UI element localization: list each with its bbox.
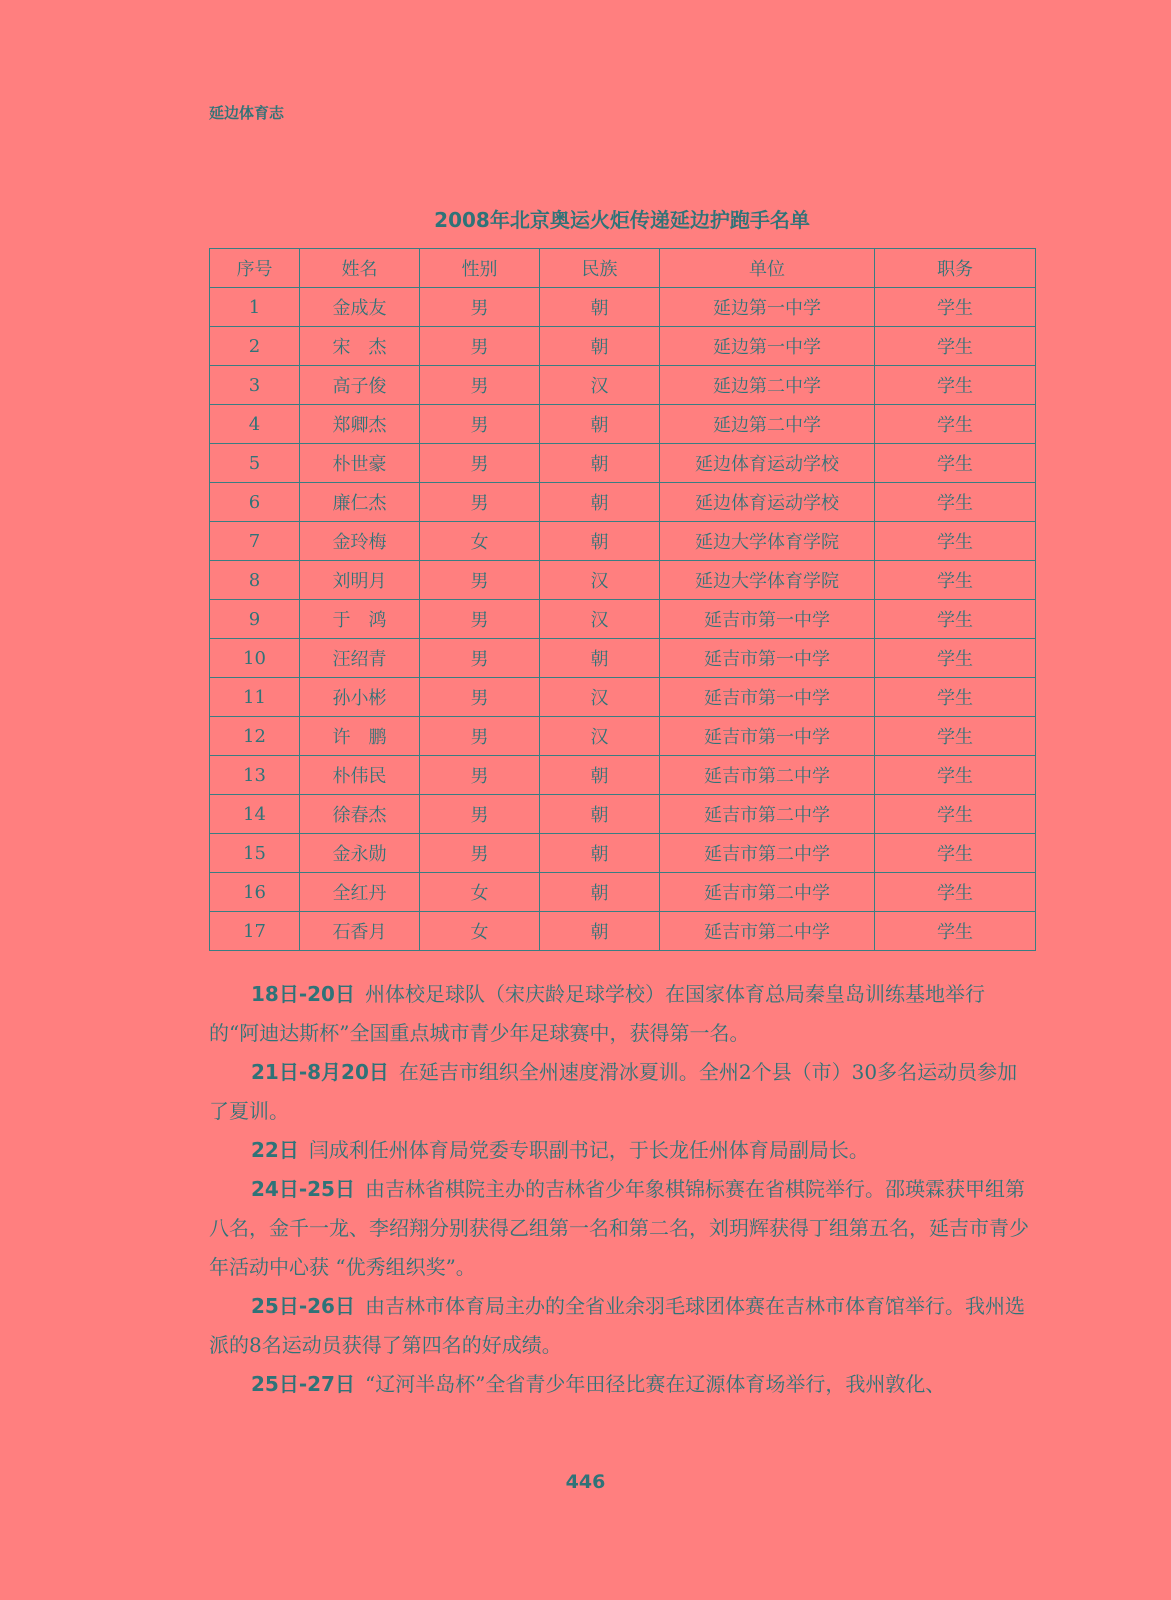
- cell-ethnicity: 汉: [540, 561, 660, 600]
- paragraph-1: [209, 975, 1035, 1053]
- cell-unit: 延吉市第二中学: [660, 834, 875, 873]
- cell-gender: 男: [420, 795, 540, 834]
- cell-role: 学生: [875, 288, 1036, 327]
- running-header: 延边体育志: [209, 104, 285, 122]
- table-row: [210, 522, 1036, 561]
- cell-unit: 延吉市第二中学: [660, 795, 875, 834]
- cell-ethnicity: 朝: [540, 873, 660, 912]
- cell-role: 学生: [875, 483, 1036, 522]
- column-header-gender: 性别: [420, 249, 540, 288]
- table-row: [210, 561, 1036, 600]
- cell-ethnicity: 朝: [540, 444, 660, 483]
- cell-unit: 延边体育运动学校: [660, 483, 875, 522]
- cell-ethnicity: 朝: [540, 288, 660, 327]
- paragraph-date: 18日-20日: [251, 982, 355, 1006]
- cell-number: 9: [210, 600, 300, 639]
- table-row: [210, 483, 1036, 522]
- cell-number: 17: [210, 912, 300, 951]
- cell-ethnicity: 汉: [540, 678, 660, 717]
- cell-unit: 延吉市第二中学: [660, 756, 875, 795]
- cell-ethnicity: 朝: [540, 639, 660, 678]
- paragraph-4: [209, 1170, 1035, 1287]
- paragraph-2: [209, 1053, 1035, 1131]
- cell-number: 4: [210, 405, 300, 444]
- cell-ethnicity: 朝: [540, 522, 660, 561]
- cell-name: 宋 杰: [300, 327, 420, 366]
- cell-gender: 男: [420, 717, 540, 756]
- cell-role: 学生: [875, 327, 1036, 366]
- cell-unit: 延吉市第二中学: [660, 873, 875, 912]
- cell-gender: 男: [420, 483, 540, 522]
- cell-role: 学生: [875, 444, 1036, 483]
- cell-role: 学生: [875, 834, 1036, 873]
- cell-name: 金玲梅: [300, 522, 420, 561]
- cell-name: 徐春杰: [300, 795, 420, 834]
- table-row: [210, 327, 1036, 366]
- cell-unit: 延吉市第一中学: [660, 717, 875, 756]
- cell-role: 学生: [875, 717, 1036, 756]
- cell-role: 学生: [875, 795, 1036, 834]
- table-row: [210, 678, 1036, 717]
- cell-role: 学生: [875, 561, 1036, 600]
- cell-number: 14: [210, 795, 300, 834]
- column-header-number: 序号: [210, 249, 300, 288]
- table-row: [210, 405, 1036, 444]
- table-header-row: [210, 249, 1036, 288]
- paragraph-date: 24日-25日: [251, 1177, 355, 1201]
- cell-gender: 男: [420, 639, 540, 678]
- cell-unit: 延吉市第一中学: [660, 639, 875, 678]
- table-row: [210, 912, 1036, 951]
- page-number: 446: [565, 1471, 606, 1493]
- cell-unit: 延边大学体育学院: [660, 561, 875, 600]
- cell-gender: 男: [420, 834, 540, 873]
- table-row: [210, 717, 1036, 756]
- paragraph-date: 21日-8月20日: [251, 1060, 389, 1084]
- cell-ethnicity: 朝: [540, 834, 660, 873]
- cell-name: 金成友: [300, 288, 420, 327]
- cell-name: 石香月: [300, 912, 420, 951]
- table-row: [210, 795, 1036, 834]
- paragraph-6: [209, 1365, 1035, 1404]
- cell-gender: 男: [420, 405, 540, 444]
- cell-role: 学生: [875, 639, 1036, 678]
- cell-gender: 女: [420, 912, 540, 951]
- table-title: 2008年北京奥运火炬传递延边护跑手名单: [434, 208, 810, 232]
- cell-number: 2: [210, 327, 300, 366]
- cell-role: 学生: [875, 366, 1036, 405]
- paragraph-text: 由吉林市体育局主办的全省业余羽毛球团体赛在吉林市体育馆举行。我州选派的8名运动员获得了第四名的好成绩。: [209, 1294, 1025, 1357]
- cell-name: 郑卿杰: [300, 405, 420, 444]
- cell-unit: 延边第二中学: [660, 405, 875, 444]
- cell-role: 学生: [875, 756, 1036, 795]
- cell-role: 学生: [875, 912, 1036, 951]
- column-header-role: 职务: [875, 249, 1036, 288]
- cell-number: 12: [210, 717, 300, 756]
- cell-name: 朴世豪: [300, 444, 420, 483]
- cell-number: 1: [210, 288, 300, 327]
- cell-number: 3: [210, 366, 300, 405]
- table-row: [210, 600, 1036, 639]
- cell-gender: 男: [420, 444, 540, 483]
- table-row: [210, 834, 1036, 873]
- cell-gender: 男: [420, 756, 540, 795]
- cell-ethnicity: 汉: [540, 717, 660, 756]
- cell-role: 学生: [875, 405, 1036, 444]
- column-header-ethnicity: 民族: [540, 249, 660, 288]
- cell-ethnicity: 朝: [540, 327, 660, 366]
- cell-number: 5: [210, 444, 300, 483]
- cell-gender: 男: [420, 366, 540, 405]
- cell-role: 学生: [875, 678, 1036, 717]
- cell-number: 10: [210, 639, 300, 678]
- cell-number: 11: [210, 678, 300, 717]
- cell-ethnicity: 朝: [540, 912, 660, 951]
- cell-name: 高子俊: [300, 366, 420, 405]
- paragraph-date: 25日-27日: [251, 1372, 355, 1396]
- cell-gender: 男: [420, 327, 540, 366]
- paragraph-text: 由吉林省棋院主办的吉林省少年象棋锦标赛在省棋院举行。邵瑛霖获甲组第八名，金千一龙、李绍翔分别获得乙组第一名和第二名，刘玥辉获得丁组第五名，延吉市青少年活动中心获 “优秀组织奖”。: [209, 1177, 1029, 1279]
- paragraph-date: 22日: [251, 1138, 299, 1162]
- cell-ethnicity: 汉: [540, 600, 660, 639]
- cell-number: 8: [210, 561, 300, 600]
- paragraph-text: 在延吉市组织全州速度滑冰夏训。全州2个县（市）30多名运动员参加了夏训。: [209, 1060, 1018, 1123]
- cell-name: 汪绍青: [300, 639, 420, 678]
- cell-unit: 延边第二中学: [660, 366, 875, 405]
- table-row: [210, 873, 1036, 912]
- cell-name: 金永勋: [300, 834, 420, 873]
- cell-unit: 延吉市第二中学: [660, 912, 875, 951]
- cell-name: 全红丹: [300, 873, 420, 912]
- paragraph-date: 25日-26日: [251, 1294, 355, 1318]
- torchbearer-table: [209, 248, 1036, 951]
- cell-unit: 延边大学体育学院: [660, 522, 875, 561]
- cell-gender: 女: [420, 522, 540, 561]
- column-header-unit: 单位: [660, 249, 875, 288]
- cell-number: 7: [210, 522, 300, 561]
- paragraph-text: 闫成利任州体育局党委专职副书记，于长龙任州体育局副局长。: [308, 1138, 869, 1162]
- table-body: [210, 288, 1036, 951]
- cell-name: 刘明月: [300, 561, 420, 600]
- cell-name: 孙小彬: [300, 678, 420, 717]
- table-row: [210, 756, 1036, 795]
- cell-ethnicity: 朝: [540, 795, 660, 834]
- paragraph-text: “辽河半岛杯”全省青少年田径比赛在辽源体育场举行，我州敦化、: [364, 1372, 946, 1396]
- cell-number: 13: [210, 756, 300, 795]
- cell-role: 学生: [875, 873, 1036, 912]
- cell-name: 许 鹏: [300, 717, 420, 756]
- cell-unit: 延边第一中学: [660, 288, 875, 327]
- table-row: [210, 366, 1036, 405]
- cell-name: 于 鸿: [300, 600, 420, 639]
- cell-unit: 延边第一中学: [660, 327, 875, 366]
- cell-gender: 女: [420, 873, 540, 912]
- cell-number: 6: [210, 483, 300, 522]
- cell-number: 16: [210, 873, 300, 912]
- cell-ethnicity: 朝: [540, 405, 660, 444]
- cell-role: 学生: [875, 522, 1036, 561]
- cell-role: 学生: [875, 600, 1036, 639]
- cell-unit: 延吉市第一中学: [660, 600, 875, 639]
- cell-name: 朴伟民: [300, 756, 420, 795]
- table-row: [210, 639, 1036, 678]
- cell-gender: 男: [420, 678, 540, 717]
- table-row: [210, 288, 1036, 327]
- table-row: [210, 444, 1036, 483]
- cell-ethnicity: 朝: [540, 483, 660, 522]
- cell-ethnicity: 汉: [540, 366, 660, 405]
- cell-number: 15: [210, 834, 300, 873]
- paragraph-text: 州体校足球队（宋庆龄足球学校）在国家体育总局秦皇岛训练基地举行的“阿迪达斯杯”全国重点城市青少年足球赛中，获得第一名。: [209, 982, 985, 1045]
- column-header-name: 姓名: [300, 249, 420, 288]
- paragraph-3: [209, 1131, 1035, 1170]
- paragraph-5: [209, 1287, 1035, 1365]
- cell-name: 廉仁杰: [300, 483, 420, 522]
- cell-gender: 男: [420, 600, 540, 639]
- cell-unit: 延边体育运动学校: [660, 444, 875, 483]
- cell-ethnicity: 朝: [540, 756, 660, 795]
- cell-unit: 延吉市第一中学: [660, 678, 875, 717]
- cell-gender: 男: [420, 288, 540, 327]
- cell-gender: 男: [420, 561, 540, 600]
